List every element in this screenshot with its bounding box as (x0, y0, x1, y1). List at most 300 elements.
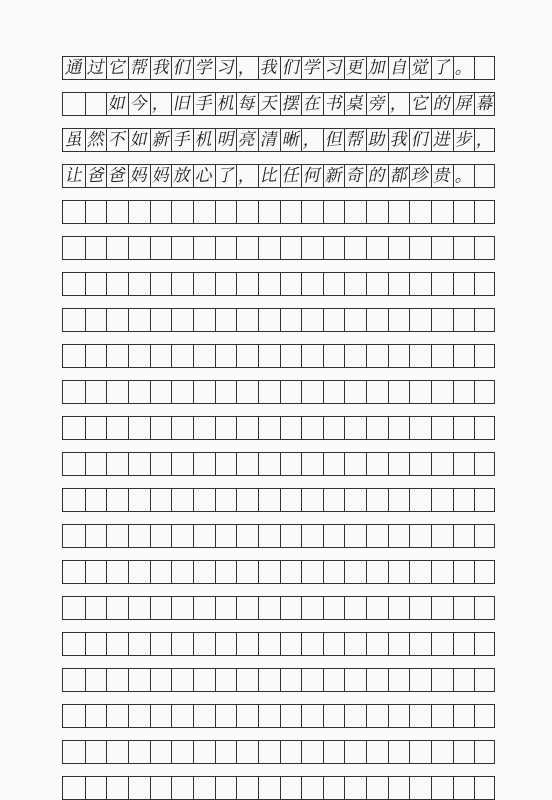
grid-cell-divider (453, 525, 454, 547)
grid-cell-divider (150, 309, 151, 331)
grid-cell-divider (171, 525, 172, 547)
grid-cell-divider (106, 237, 107, 259)
handwritten-character: 奇 (345, 165, 364, 187)
grid-cell-divider (344, 273, 345, 295)
grid-cell-divider (431, 453, 432, 475)
grid-cell-divider (280, 453, 281, 475)
grid-cell-divider (366, 309, 367, 331)
grid-cell-divider (323, 525, 324, 547)
grid-cell-divider (301, 345, 302, 367)
handwritten-character: 如 (128, 129, 147, 151)
grid-cell-divider (236, 309, 237, 331)
grid-cell-divider (150, 381, 151, 403)
handwritten-character: 任 (280, 165, 299, 187)
grid-cell-divider (236, 381, 237, 403)
handwritten-character: 机 (215, 93, 234, 115)
grid-cell-divider (344, 705, 345, 727)
grid-cell-divider (215, 669, 216, 691)
grid-cell-divider (85, 273, 86, 295)
grid-cell-divider (453, 273, 454, 295)
grid-cell-divider (301, 777, 302, 799)
grid-cell-divider (323, 741, 324, 763)
handwritten-character: 了 (432, 57, 451, 79)
grid-cell-divider (474, 741, 475, 763)
grid-row (62, 308, 495, 332)
grid-cell-divider (150, 777, 151, 799)
grid-cell-divider (215, 453, 216, 475)
handwritten-character: 屏 (453, 93, 472, 115)
grid-cell-divider (258, 489, 259, 511)
grid-cell-divider (409, 633, 410, 655)
grid-cell-divider (280, 777, 281, 799)
grid-cell-divider (106, 633, 107, 655)
grid-cell-divider (474, 309, 475, 331)
grid-cell-divider (193, 273, 194, 295)
grid-cell-divider (171, 705, 172, 727)
grid-cell-divider (388, 237, 389, 259)
grid-cell-divider (258, 237, 259, 259)
grid-cell-divider (280, 741, 281, 763)
grid-cell-divider (280, 597, 281, 619)
handwritten-character: 它 (410, 93, 429, 115)
grid-cell-divider (171, 669, 172, 691)
grid-cell-divider (236, 345, 237, 367)
grid-cell-divider (366, 705, 367, 727)
grid-cell-divider (388, 741, 389, 763)
grid-cell-divider (171, 381, 172, 403)
grid-cell-divider (453, 201, 454, 223)
grid-cell-divider (215, 345, 216, 367)
handwritten-character: 妈 (150, 165, 169, 187)
grid-cell-divider (85, 741, 86, 763)
grid-cell-divider (453, 453, 454, 475)
handwritten-character: 们 (410, 129, 429, 151)
handwritten-character: 天 (258, 93, 277, 115)
grid-cell-divider (106, 669, 107, 691)
grid-cell-divider (431, 561, 432, 583)
handwritten-character: 手 (193, 93, 212, 115)
handwritten-character: 我 (150, 57, 169, 79)
grid-row (62, 236, 495, 260)
handwritten-character: 晰 (280, 129, 299, 151)
grid-row (62, 632, 495, 656)
grid-cell-divider (409, 417, 410, 439)
grid-cell-divider (474, 201, 475, 223)
grid-cell-divider (193, 381, 194, 403)
grid-cell-divider (453, 777, 454, 799)
grid-cell-divider (280, 525, 281, 547)
handwritten-character: ， (150, 93, 169, 115)
handwritten-character: 清 (258, 129, 277, 151)
handwritten-line (62, 56, 495, 80)
grid-cell-divider (474, 237, 475, 259)
grid-cell-divider (236, 417, 237, 439)
grid-cell-divider (128, 309, 129, 331)
grid-cell-divider (409, 777, 410, 799)
grid-cell-divider (323, 669, 324, 691)
handwritten-character: 珍 (410, 165, 429, 187)
grid-cell-divider (301, 633, 302, 655)
grid-cell-divider (171, 489, 172, 511)
handwritten-character: 让 (63, 165, 83, 187)
grid-cell-divider (193, 633, 194, 655)
handwritten-character: ， (475, 129, 494, 151)
grid-cell-divider (106, 453, 107, 475)
grid-cell-divider (301, 597, 302, 619)
grid-cell-divider (236, 777, 237, 799)
grid-cell-divider (106, 525, 107, 547)
grid-cell-divider (280, 309, 281, 331)
grid-cell-divider (344, 489, 345, 511)
handwritten-character: 爸 (107, 165, 126, 187)
handwritten-character: 何 (302, 165, 321, 187)
grid-cell-divider (171, 273, 172, 295)
grid-cell-divider (258, 741, 259, 763)
grid-cell-divider (106, 561, 107, 583)
grid-cell-divider (409, 273, 410, 295)
grid-cell-divider (323, 597, 324, 619)
grid-cell-divider (301, 201, 302, 223)
grid-cell-divider (366, 453, 367, 475)
grid-cell-divider (409, 741, 410, 763)
grid-cell-divider (344, 633, 345, 655)
grid-cell-divider (301, 273, 302, 295)
grid-cell-divider (128, 489, 129, 511)
grid-cell-divider (366, 525, 367, 547)
grid-cell-divider (236, 489, 237, 511)
grid-row (62, 740, 495, 764)
handwritten-character: 放 (172, 165, 191, 187)
grid-cell-divider (301, 381, 302, 403)
grid-cell-divider (171, 345, 172, 367)
grid-cell-divider (474, 381, 475, 403)
handwritten-character: 觉 (410, 57, 429, 79)
grid-cell-divider (409, 453, 410, 475)
grid-cell-divider (150, 273, 151, 295)
grid-cell-divider (215, 381, 216, 403)
grid-cell-divider (344, 309, 345, 331)
handwritten-character: 过 (85, 57, 104, 79)
grid-cell-divider (474, 453, 475, 475)
grid-cell-divider (236, 525, 237, 547)
grid-cell-divider (453, 381, 454, 403)
grid-cell-divider (474, 669, 475, 691)
handwritten-line (62, 92, 495, 116)
grid-cell-divider (128, 273, 129, 295)
handwritten-character: 们 (172, 57, 191, 79)
handwritten-character: 摆 (280, 93, 299, 115)
handwritten-character: 们 (280, 57, 299, 79)
handwritten-character: 新 (150, 129, 169, 151)
grid-cell-divider (280, 381, 281, 403)
handwritten-character: 进 (432, 129, 451, 151)
grid-cell-divider (301, 237, 302, 259)
grid-cell-divider (215, 237, 216, 259)
grid-cell-divider (193, 453, 194, 475)
grid-cell-divider (215, 525, 216, 547)
grid-cell-divider (366, 597, 367, 619)
grid-cell-divider (106, 489, 107, 511)
grid-cell-divider (128, 237, 129, 259)
grid-cell-divider (193, 237, 194, 259)
grid-cell-divider (258, 453, 259, 475)
grid-cell-divider (85, 525, 86, 547)
grid-cell-divider (106, 741, 107, 763)
handwritten-character: 帮 (345, 129, 364, 151)
grid-cell-divider (280, 705, 281, 727)
grid-cell-divider (171, 309, 172, 331)
grid-cell-divider (85, 417, 86, 439)
grid-cell-divider (409, 381, 410, 403)
handwritten-character: 机 (193, 129, 212, 151)
grid-cell-divider (323, 705, 324, 727)
grid-cell-divider (431, 345, 432, 367)
grid-cell-divider (409, 345, 410, 367)
grid-cell-divider (388, 417, 389, 439)
grid-cell-divider (150, 345, 151, 367)
grid-cell-divider (474, 777, 475, 799)
grid-cell-divider (150, 453, 151, 475)
handwritten-character: 书 (323, 93, 342, 115)
grid-cell-divider (236, 633, 237, 655)
grid-cell-divider (193, 669, 194, 691)
grid-row (62, 344, 495, 368)
grid-cell-divider (128, 741, 129, 763)
handwritten-character: ， (302, 129, 321, 151)
grid-cell-divider (258, 309, 259, 331)
grid-cell-divider (388, 597, 389, 619)
grid-cell-divider (431, 741, 432, 763)
grid-cell-divider (409, 489, 410, 511)
grid-cell-divider (474, 273, 475, 295)
grid-cell-divider (344, 345, 345, 367)
grid-cell-divider (215, 489, 216, 511)
grid-cell-divider (150, 633, 151, 655)
grid-cell-divider (236, 237, 237, 259)
grid-cell-divider (258, 525, 259, 547)
grid-cell-divider (258, 561, 259, 583)
grid-cell-divider (236, 273, 237, 295)
grid-cell-divider (474, 561, 475, 583)
grid-cell-divider (344, 201, 345, 223)
grid-cell-divider (301, 453, 302, 475)
grid-cell-divider (85, 201, 86, 223)
handwritten-character: 如 (107, 93, 126, 115)
grid-cell-divider (388, 309, 389, 331)
grid-cell-divider (85, 237, 86, 259)
handwritten-character: 学 (302, 57, 321, 79)
grid-cell-divider (85, 561, 86, 583)
grid-cell-divider (344, 453, 345, 475)
grid-cell-divider (215, 705, 216, 727)
grid-cell-divider (106, 705, 107, 727)
grid-cell-divider (106, 597, 107, 619)
grid-row (62, 524, 495, 548)
grid-cell-divider (344, 417, 345, 439)
grid-cell-divider (171, 777, 172, 799)
grid-cell-divider (85, 489, 86, 511)
grid-cell-divider (474, 633, 475, 655)
handwritten-character: 贵 (432, 165, 451, 187)
handwritten-character: 幕 (475, 93, 494, 115)
grid-cell-divider (388, 381, 389, 403)
grid-cell-divider (150, 489, 151, 511)
handwritten-character: 加 (367, 57, 386, 79)
grid-cell-divider (106, 345, 107, 367)
grid-cell-divider (280, 201, 281, 223)
grid-cell-divider (128, 525, 129, 547)
handwritten-character: 新 (323, 165, 342, 187)
grid-cell-divider (193, 417, 194, 439)
grid-cell-divider (474, 417, 475, 439)
handwritten-character: 心 (193, 165, 212, 187)
grid-cell-divider (344, 669, 345, 691)
grid-row (62, 488, 495, 512)
grid-cell-divider (215, 417, 216, 439)
grid-cell-divider (366, 633, 367, 655)
handwritten-character: 亮 (237, 129, 256, 151)
grid-cell-divider (474, 345, 475, 367)
grid-cell-divider (344, 237, 345, 259)
grid-row (62, 704, 495, 728)
grid-cell-divider (431, 597, 432, 619)
grid-cell-divider (236, 201, 237, 223)
grid-cell-divider (258, 381, 259, 403)
grid-cell-divider (409, 561, 410, 583)
grid-cell-divider (258, 597, 259, 619)
grid-row (62, 776, 495, 800)
grid-cell-divider (409, 237, 410, 259)
handwritten-character: 都 (388, 165, 407, 187)
grid-cell-divider (85, 381, 86, 403)
grid-cell-divider (85, 453, 86, 475)
grid-cell-divider (366, 777, 367, 799)
grid-cell-divider (301, 705, 302, 727)
grid-cell-divider (171, 237, 172, 259)
handwritten-character: 旧 (172, 93, 191, 115)
grid-cell-divider (344, 561, 345, 583)
grid-cell-divider (258, 417, 259, 439)
handwritten-character: 它 (107, 57, 126, 79)
grid-cell-divider (409, 201, 410, 223)
grid-cell-divider (431, 381, 432, 403)
grid-cell-divider (215, 777, 216, 799)
grid-cell-divider (128, 777, 129, 799)
grid-cell-divider (409, 525, 410, 547)
grid-cell-divider (171, 201, 172, 223)
grid-cell-divider (258, 345, 259, 367)
grid-cell-divider (280, 561, 281, 583)
grid-cell-divider (193, 201, 194, 223)
grid-cell-divider (388, 777, 389, 799)
grid-cell-divider (150, 669, 151, 691)
grid-cell-divider (344, 525, 345, 547)
grid-cell-divider (106, 777, 107, 799)
grid-cell-divider (85, 777, 86, 799)
grid-cell-divider (301, 309, 302, 331)
handwritten-character: 助 (367, 129, 386, 151)
handwritten-character: 习 (215, 57, 234, 79)
grid-cell-divider (474, 489, 475, 511)
grid-cell-divider (193, 345, 194, 367)
grid-cell-divider (236, 453, 237, 475)
grid-row (62, 200, 495, 224)
grid-cell-divider (280, 273, 281, 295)
grid-cell-divider (453, 561, 454, 583)
grid-cell-divider (323, 381, 324, 403)
grid-cell-divider (344, 741, 345, 763)
grid-cell-divider (366, 489, 367, 511)
grid-cell-divider (193, 561, 194, 583)
grid-cell-divider (431, 237, 432, 259)
grid-cell-divider (409, 669, 410, 691)
grid-cell-divider (193, 597, 194, 619)
grid-cell-divider (323, 273, 324, 295)
grid-cell-divider (128, 597, 129, 619)
grid-cell-divider (215, 561, 216, 583)
grid-row (62, 452, 495, 476)
handwritten-character: 。 (453, 165, 472, 187)
grid-cell-divider (215, 597, 216, 619)
grid-cell-divider (344, 381, 345, 403)
grid-cell-divider (431, 525, 432, 547)
grid-cell-divider (215, 633, 216, 655)
grid-cell-divider (128, 345, 129, 367)
grid-cell-divider (85, 345, 86, 367)
handwritten-character: 桌 (345, 93, 364, 115)
handwritten-character: ， (388, 93, 407, 115)
handwritten-character: 的 (432, 93, 451, 115)
grid-cell-divider (431, 669, 432, 691)
grid-cell-divider (323, 561, 324, 583)
grid-cell-divider (85, 597, 86, 619)
grid-cell-divider (106, 417, 107, 439)
grid-cell-divider (193, 525, 194, 547)
grid-cell-divider (453, 237, 454, 259)
grid-cell-divider (106, 201, 107, 223)
grid-cell-divider (128, 201, 129, 223)
grid-cell-divider (280, 417, 281, 439)
grid-cell-divider (258, 201, 259, 223)
grid-cell-divider (236, 705, 237, 727)
grid-cell-divider (431, 489, 432, 511)
grid-cell-divider (106, 309, 107, 331)
grid-cell-divider (128, 453, 129, 475)
grid-cell-divider (171, 453, 172, 475)
grid-cell-divider (431, 705, 432, 727)
grid-cell-divider (85, 309, 86, 331)
grid-cell-divider (366, 201, 367, 223)
grid-cell-divider (409, 705, 410, 727)
grid-cell-divider (193, 705, 194, 727)
grid-cell-divider (431, 273, 432, 295)
handwritten-line (62, 164, 495, 188)
handwritten-character: 但 (323, 129, 342, 151)
grid-row (62, 416, 495, 440)
grid-cell-divider (388, 561, 389, 583)
grid-cell-divider (280, 489, 281, 511)
grid-cell-divider (236, 597, 237, 619)
grid-cell-divider (236, 741, 237, 763)
grid-cell-divider (150, 237, 151, 259)
grid-cell-divider (301, 561, 302, 583)
grid-cell-divider (474, 705, 475, 727)
grid-cell-divider (236, 561, 237, 583)
grid-cell-divider (171, 741, 172, 763)
grid-cell-divider (366, 417, 367, 439)
grid-cell-divider (323, 417, 324, 439)
grid-cell-divider (431, 777, 432, 799)
